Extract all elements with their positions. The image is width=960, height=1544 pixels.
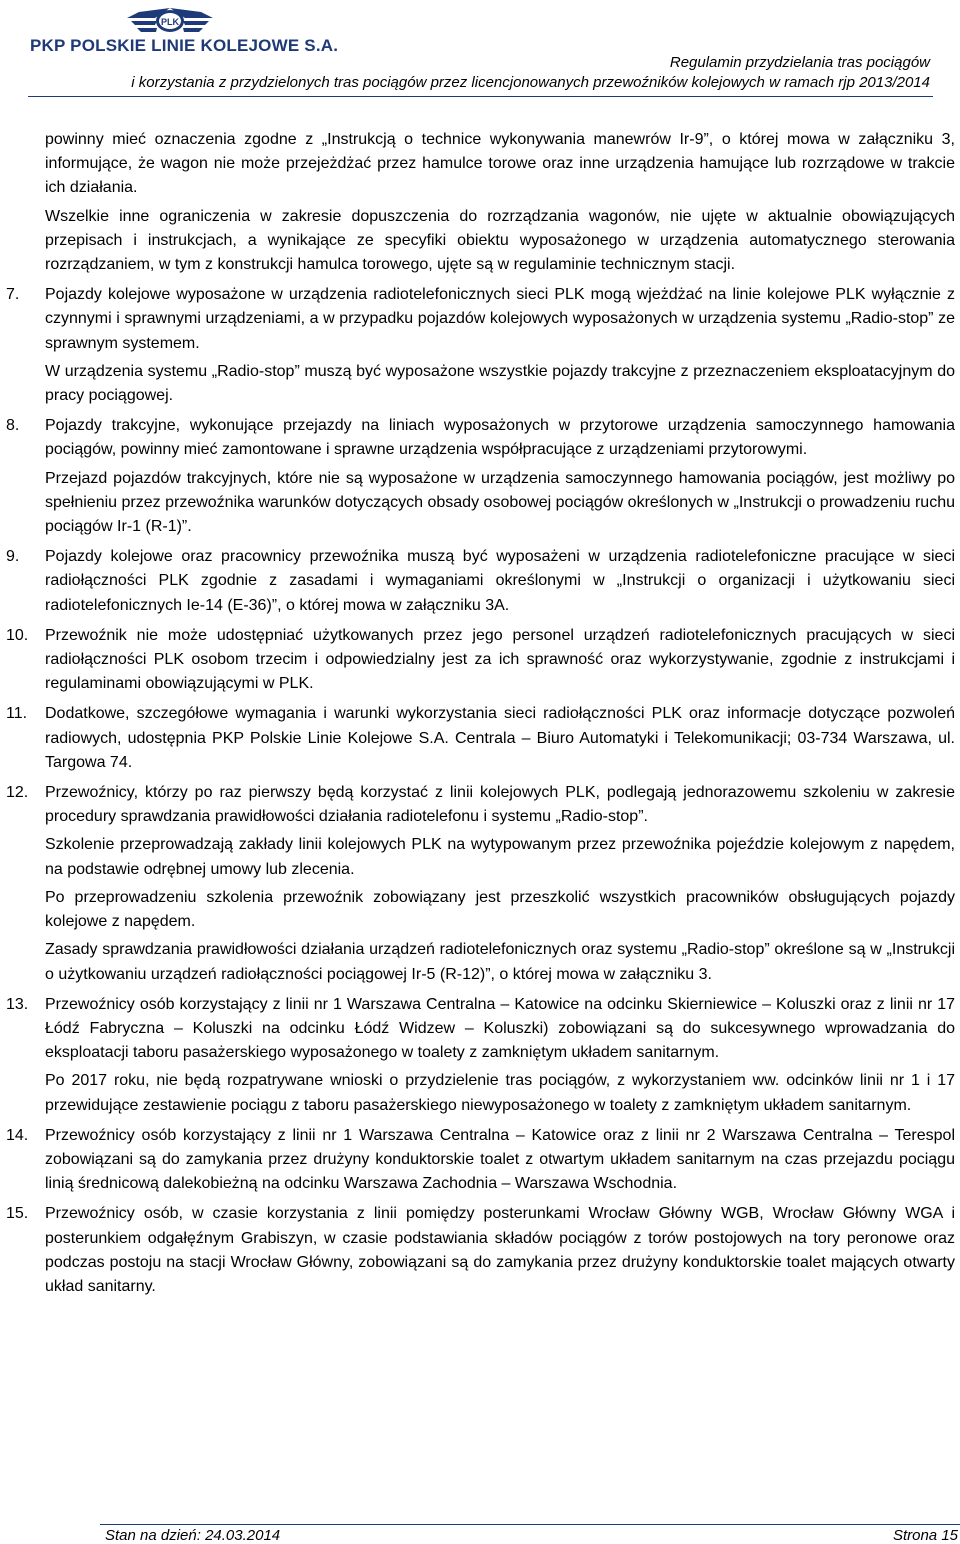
page-number: Strona 15 xyxy=(892,1527,958,1544)
item-number: 7. xyxy=(6,286,20,304)
list-item-8 xyxy=(6,414,955,539)
item-paragraph: Pojazdy trakcyjne, wykonujące przejazdy na liniach wyposażonych w przytorowe urządzenia samoczynnego hamowania pociągów, powinny mieć zamontowane i sprawne urządzenia współpracujące z urządzeniami przytorowymi. xyxy=(45,417,955,459)
item-paragraph: Po 2017 roku, nie będą rozpatrywane wnioski o przydzielenie tras pociągów, z wykorzystaniem ww. odcinków linii nr 1 i 17 przewidujące zestawienie pociągu z taboru pasażerskiego niewyposażonego w toalety z zamkniętym układem sanitarnym. xyxy=(45,1072,955,1114)
list-item-11 xyxy=(6,702,955,775)
item-paragraph: Przejazd pojazdów trakcyjnych, które nie są wyposażone w urządzenia samoczynnego hamowania pociągów, jest możliwy po spełnieniu przez przewoźnika warunków dotyczących obsady osobowej pociągów określonych w „Instrukcji o prowadzeniu ruchu pociągów Ir-1 (R-1)”. xyxy=(45,469,955,536)
document-subtitle: i korzystania z przydzielonych tras pociągów przez licencjonowanych przewoźników kolejowych w ramach rjp 2013/2014 xyxy=(131,74,930,91)
page-footer xyxy=(0,1510,960,1544)
document-body xyxy=(6,128,955,1305)
item-paragraph: Przewoźnicy osób korzystający z linii nr 1 Warszawa Centralna – Katowice oraz z linii nr 2 Warszawa Centralna – Terespol zobowiązani są do zamykania przez drużyny konduktorskie toalet z otwartym układem sanitarnym na czas przejazdu pociągu linią średnicową dalekobieżną na odcinku Warszawa Zachodnia – Warszawa Wschodnia. xyxy=(45,1126,955,1193)
logo-text: PKP POLSKIE LINIE KOLEJOWE S.A. xyxy=(30,36,339,55)
item-number: 12. xyxy=(6,784,29,802)
page-header xyxy=(0,0,960,100)
item-paragraph: Dodatkowe, szczegółowe wymagania i warunki wykorzystania sieci radiołączności PLK oraz informacje dotyczące pozwoleń radiowych, udostępnia PKP Polskie Linie Kolejowe S.A. Centrala – Biuro Automatyki i Telekomunikacji; 03-734 Warszawa, ul. Targowa 74. xyxy=(45,705,955,771)
winged-emblem-icon xyxy=(125,6,215,36)
header-divider xyxy=(28,96,933,97)
item-paragraph: Przewoźnik nie może udostępniać użytkowanych przez jego personel urządzeń radiotelefonicznych pracujących w sieci radiołączności PLK osobom trzecim i odpowiedzialny jest za ich sprawność oraz wykorzystywanie, zgodnie z instrukcjami i regulaminami obowiązującymi w PLK. xyxy=(45,626,955,693)
item-number: 13. xyxy=(6,995,29,1013)
list-item-13 xyxy=(6,993,955,1118)
list-item-15 xyxy=(6,1202,955,1299)
footer-date: Stan na dzień: 24.03.2014 xyxy=(105,1527,281,1544)
document-title: Regulamin przydzielania tras pociągów xyxy=(669,54,930,71)
footer-divider xyxy=(100,1524,960,1525)
item-number: 11. xyxy=(6,705,28,723)
intro-paragraph: Wszelkie inne ograniczenia w zakresie dopuszczenia do rozrządzania wagonów, nie ujęte w aktualnie obowiązujących przepisach i instrukcjach, a wynikające ze specyfiki obiektu wyposażonego w urządzenia automatycznego sterowania rozrządzaniem, w tym z konstrukcji hamulca torowego, ujęte są w regulaminie technicznym stacji. xyxy=(45,207,955,274)
list-item-10 xyxy=(6,624,955,697)
intro-paragraph: powinny mieć oznaczenia zgodne z „Instrukcją o technice wykonywania manewrów Ir-9”, o której mowa w załączniku 3, informujące, że wagon nie może przejeżdżać przez hamulce torowe oraz inne urządzenia hamujące lub rozrządowe w trakcie ich działania. xyxy=(45,131,955,197)
item-paragraph: Przewoźnicy, którzy po raz pierwszy będą korzystać z linii kolejowych PLK, podlegają jednorazowemu szkoleniu w zakresie procedury sprawdzania prawidłowości działania radiotelefonu i systemu „Radio-stop”. xyxy=(45,784,955,826)
emblem-text: PLK xyxy=(161,17,179,27)
item-number: 10. xyxy=(6,626,29,644)
pkp-plk-logo xyxy=(30,6,339,55)
list-item-14 xyxy=(6,1124,955,1197)
list-item-12 xyxy=(6,781,955,987)
list-item-7 xyxy=(6,283,955,408)
item-number: 8. xyxy=(6,417,20,435)
list-item-9 xyxy=(6,545,955,618)
item-paragraph: Szkolenie przeprowadzają zakłady linii kolejowych PLK na wytypowanym przez przewoźnika pojeździe kolejowym z napędem, na podstawie odrębnej umowy lub zlecenia. xyxy=(45,836,955,878)
item-paragraph: Przewoźnicy osób, w czasie korzystania z linii pomiędzy posterunkami Wrocław Główny WGB, Wrocław Główny WGA i posterunkiem odgałęźnym Grabiszyn, w czasie podstawiania składów pociągów z torów postojowych na tory peronowe oraz podczas postoju na stacji Wrocław Główny, zobowiązani są do zamykania przez drużyny konduktorskie toalet mających otwarty układ sanitarny. xyxy=(45,1205,955,1295)
item-number: 9. xyxy=(6,548,20,566)
item-number: 15. xyxy=(6,1205,29,1223)
item-paragraph: Zasady sprawdzania prawidłowości działania urządzeń radiotelefonicznych oraz systemu „Radio-stop” określone są w „Instrukcji o użytkowaniu urządzeń radiołączności pociągowej Ir-5 (R-12)”, o której mowa w załączniku 3. xyxy=(45,941,955,983)
item-paragraph: Pojazdy kolejowe wyposażone w urządzenia radiotelefonicznych sieci PLK mogą wjeżdżać na linie kolejowe PLK wyłącznie z czynnymi i sprawnymi urządzeniami, a w przypadku pojazdów kolejowych wyposażonych w urządzenia systemu „Radio-stop” ze sprawnym systemem. xyxy=(45,286,955,352)
item-number: 14. xyxy=(6,1126,29,1144)
item-paragraph: Po przeprowadzeniu szkolenia przewoźnik zobowiązany jest przeszkolić wszystkich pracowników obsługujących pojazdy kolejowe z napędem. xyxy=(45,888,955,931)
item-paragraph: Pojazdy kolejowe oraz pracownicy przewoźnika muszą być wyposażeni w urządzenia radiotelefoniczne pracujące w sieci radiołączności PLK zgodnie z zasadami i wymaganiami określonymi w „Instrukcji o organizacji i użytkowaniu sieci radiotelefonicznych Ie-14 (E-36)”, o której mowa w załączniku 3A. xyxy=(45,548,955,614)
item-paragraph: W urządzenia systemu „Radio-stop” muszą być wyposażone wszystkie pojazdy trakcyjne z przeznaczeniem eksploatacyjnym do pracy pociągowej. xyxy=(45,362,955,405)
item-paragraph: Przewoźnicy osób korzystający z linii nr 1 Warszawa Centralna – Katowice na odcinku Skierniewice – Koluszki oraz z linii nr 17 Łódź Fabryczna – Koluszki na odcinku Łódź Widzew – Koluszki) zobowiązani są do sukcesywnego wprowadzania do eksploatacji taboru pasażerskiego wyposażonego w toalety z zamkniętym układem sanitarnym. xyxy=(45,995,955,1062)
